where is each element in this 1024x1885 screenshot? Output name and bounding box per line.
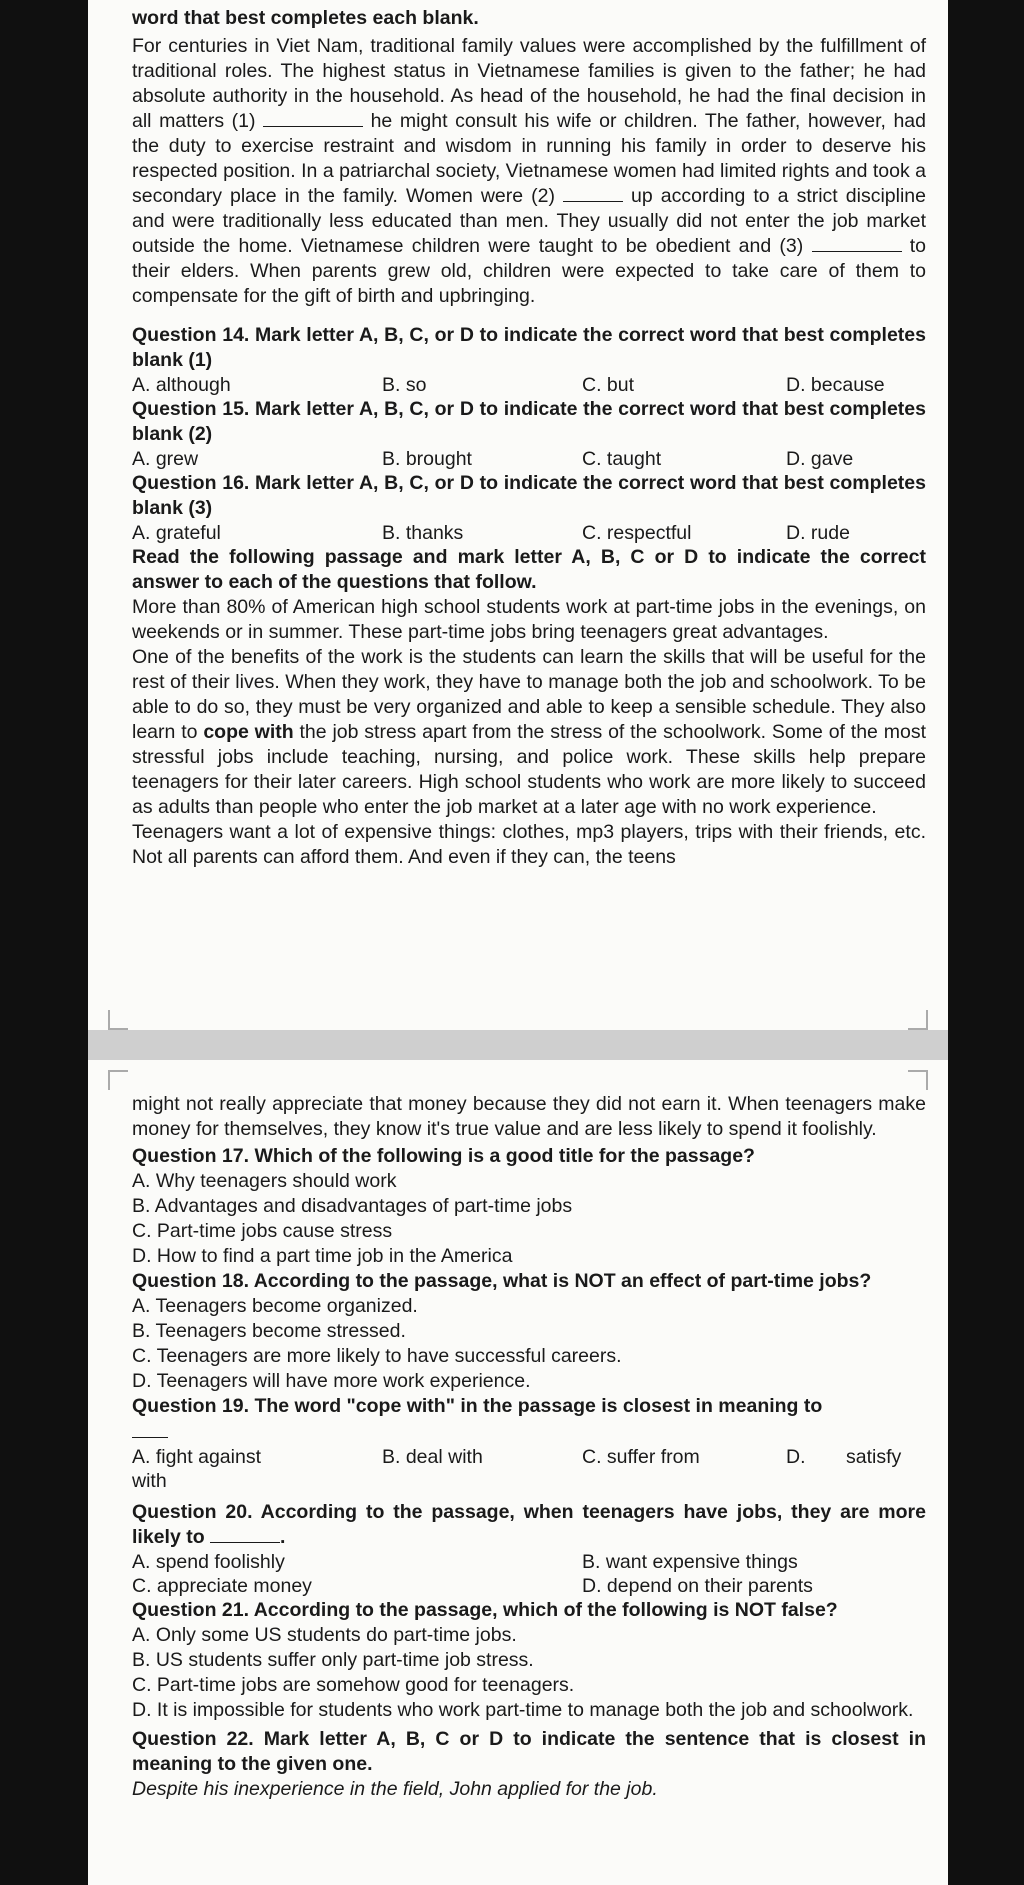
question-19-stem: Question 19. The word "cope with" in the passage is closest in meaning to xyxy=(132,1395,823,1417)
option-b[interactable]: B. want expensive things xyxy=(582,1551,798,1573)
question-14-stem: Question 14. Mark letter A, B, C, or D to indicate the correct word that best completes blank (1) xyxy=(132,324,926,371)
option-b[interactable]: B. so xyxy=(382,374,427,396)
question-20-period: . xyxy=(280,1526,286,1548)
crop-mark xyxy=(908,1070,928,1090)
reading-instruction: Read the following passage and mark letter A, B, C or D to indicate the correct answer to each of the questions that follow. xyxy=(132,546,926,593)
page-gap xyxy=(88,1030,948,1060)
question-20-options-row-1 xyxy=(132,1550,926,1574)
option-d[interactable]: D. It is impossible for students who work part-time to manage both the job and schoolwork. xyxy=(132,1699,914,1721)
blank xyxy=(210,1526,280,1543)
option-b[interactable]: B. thanks xyxy=(382,522,464,544)
passage-1-text-c: up according to a strict discipline and were traditionally less educated than men. They usually did not enter the job market outside the home. Vietnamese children were taught to be obedient and (3) xyxy=(132,185,926,257)
question-21-stem: Question 21. According to the passage, which of the following is NOT false? xyxy=(132,1599,838,1621)
crop-mark xyxy=(908,1010,928,1030)
option-c[interactable]: C. Teenagers are more likely to have successful careers. xyxy=(132,1345,622,1367)
passage-2-continuation: might not really appreciate that money because they did not earn it. When teenagers make money for themselves, they know it's true value and are less likely to spend it foolishly. xyxy=(132,1093,926,1140)
option-d[interactable]: D. Teenagers will have more work experience. xyxy=(132,1370,531,1392)
passage-2-paragraph-1: More than 80% of American high school students work at part-time jobs in the evenings, on weekends or in summer. These part-time jobs bring teenagers great advantages. xyxy=(132,596,926,643)
option-a[interactable]: A. grew xyxy=(132,448,199,470)
option-d[interactable]: D. gave xyxy=(786,448,854,470)
option-a[interactable]: A. fight against xyxy=(132,1446,261,1468)
question-15-stem: Question 15. Mark letter A, B, C, or D to indicate the correct word that best completes blank (2) xyxy=(132,398,926,445)
option-c[interactable]: C. appreciate money xyxy=(132,1575,312,1597)
question-22-sentence: Despite his inexperience in the field, John applied for the job. xyxy=(132,1778,658,1800)
question-16-stem: Question 16. Mark letter A, B, C, or D to indicate the correct word that best completes blank (3) xyxy=(132,472,926,519)
option-a[interactable]: A. Teenagers become organized. xyxy=(132,1295,418,1317)
passage-2-paragraph-2 xyxy=(132,645,926,820)
option-a[interactable]: A. spend foolishly xyxy=(132,1551,285,1573)
question-20-stem xyxy=(132,1500,926,1550)
passage-2-text-a: One of the benefits of the work is the students can learn the skills that will be useful for the rest of their lives. When they work, they have to manage both the job and schoolwork. To be able to do so, they must be very organized and able to keep a sensible schedule. They also learn to xyxy=(132,646,926,743)
option-b[interactable]: B. Teenagers become stressed. xyxy=(132,1320,406,1342)
passage-1-text-b: he might consult his wife or children. The father, however, had the duty to exercise restraint and wisdom in running his family in order to deserve his respected position. In a patriarchal society, Vietnamese women had limited rights and took a secondary place in the family. Women were (2) xyxy=(132,110,926,207)
option-c[interactable]: C. Part-time jobs cause stress xyxy=(132,1220,393,1242)
option-d[interactable]: D. because xyxy=(786,374,885,396)
document-page-2 xyxy=(88,1060,948,1885)
blank-1 xyxy=(263,110,363,127)
question-22-stem: Question 22. Mark letter A, B, C or D to indicate the sentence that is closest in meaning to the given one. xyxy=(132,1728,926,1775)
question-16-options xyxy=(132,521,926,545)
option-a[interactable]: A. although xyxy=(132,374,231,396)
passage-2-paragraph-3: Teenagers want a lot of expensive things: clothes, mp3 players, trips with their friends, etc. Not all parents can afford them. And even if they can, the teens xyxy=(132,821,926,868)
passage-1-text-a: For centuries in Viet Nam, traditional family values were accomplished by the fulfillment of traditional roles. The highest status in Vietnamese families is given to the father; he had absolute authority in the household. As head of the household, he had the final decision in all matters (1) xyxy=(132,35,926,132)
question-15-options xyxy=(132,447,926,471)
option-b[interactable]: B. US students suffer only part-time job stress. xyxy=(132,1649,534,1671)
option-d[interactable]: D. rude xyxy=(786,522,850,544)
option-d[interactable]: D. How to find a part time job in the America xyxy=(132,1245,513,1267)
document-page-1 xyxy=(88,0,948,1030)
option-c[interactable]: C. suffer from xyxy=(582,1446,700,1468)
crop-mark xyxy=(108,1070,128,1090)
question-14-options xyxy=(132,373,926,397)
option-c[interactable]: C. respectful xyxy=(582,522,692,544)
question-19-options xyxy=(132,1445,926,1469)
passage-2-text-b: the job stress apart from the stress of the schoolwork. Some of the most stressful jobs include teaching, nursing, and police work. These skills help prepare teenagers for their later careers. High school students who work are more likely to succeed as adults than people who enter the job market at a later age with no work experience. xyxy=(132,721,926,818)
blank xyxy=(132,1421,168,1438)
option-a-wrap: with xyxy=(132,1470,167,1492)
option-a[interactable]: A. Why teenagers should work xyxy=(132,1170,397,1192)
cut-heading: word that best completes each blank. xyxy=(132,7,479,29)
passage-1-text-d: to their elders. When parents grew old, children were expected to take care of them to compensate for the gift of birth and upbringing. xyxy=(132,235,926,307)
option-a[interactable]: A. Only some US students do part-time jobs. xyxy=(132,1624,517,1646)
option-b[interactable]: B. deal with xyxy=(382,1446,483,1468)
option-d[interactable]: D. depend on their parents xyxy=(582,1575,813,1597)
option-c[interactable]: C. taught xyxy=(582,448,662,470)
passage-1 xyxy=(132,34,926,309)
option-d-letter[interactable]: D. xyxy=(786,1446,806,1468)
blank-3 xyxy=(812,235,902,252)
question-18-stem: Question 18. According to the passage, what is NOT an effect of part-time jobs? xyxy=(132,1270,872,1292)
cope-with-term: cope with xyxy=(203,721,294,743)
blank-2 xyxy=(563,185,623,202)
question-19-blank-line xyxy=(132,1419,926,1445)
crop-mark xyxy=(108,1010,128,1030)
option-d[interactable]: satisfy xyxy=(846,1446,902,1468)
question-17-stem: Question 17. Which of the following is a good title for the passage? xyxy=(132,1145,755,1167)
option-a[interactable]: A. grateful xyxy=(132,522,221,544)
option-c[interactable]: C. but xyxy=(582,374,635,396)
question-20-options-row-2 xyxy=(132,1574,926,1598)
option-c[interactable]: C. Part-time jobs are somehow good for teenagers. xyxy=(132,1674,575,1696)
question-20-text: Question 20. According to the passage, when teenagers have jobs, they are more likely to xyxy=(132,1501,926,1548)
option-b[interactable]: B. brought xyxy=(382,448,472,470)
option-b[interactable]: B. Advantages and disadvantages of part-time jobs xyxy=(132,1195,573,1217)
